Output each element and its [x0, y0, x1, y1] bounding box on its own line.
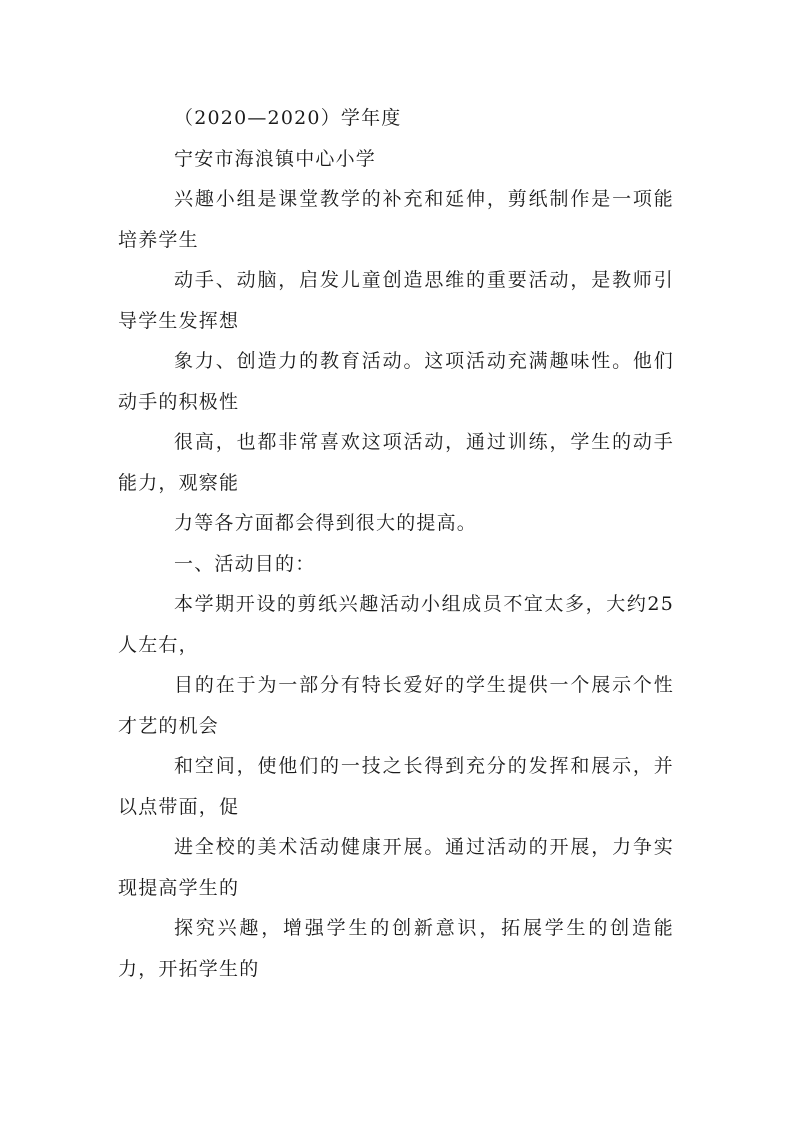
- body-paragraph: 探究兴趣，增强学生的创新意识，拓展学生的创造能力，开拓学生的: [118, 917, 674, 980]
- section-heading: 一、活动目的：: [174, 552, 316, 575]
- body-paragraph: 很高，也都非常喜欢这项活动，通过训练，学生的动手能力，观察能: [118, 431, 674, 494]
- body-paragraph: 和空间，使他们的一技之长得到充分的发挥和展示，并以点带面，促: [118, 755, 674, 818]
- body-paragraph: 动手、动脑，启发儿童创造思维的重要活动，是教师引导学生发挥想: [118, 269, 674, 332]
- body-paragraph: 象力、创造力的教育活动。这项活动充满趣味性。他们动手的积极性: [118, 350, 674, 413]
- school-name-line: 宁安市海浪镇中心小学: [174, 147, 377, 170]
- body-paragraph: 力等各方面都会得到很大的提高。: [174, 512, 478, 534]
- body-paragraph: 本学期开设的剪纸兴趣活动小组成员不宜太多，大约25人左右，: [118, 593, 674, 656]
- document-body: [118, 98, 674, 989]
- body-paragraph: 进全校的美术活动健康开展。通过活动的开展，力争实现提高学生的: [118, 836, 674, 899]
- body-paragraph: 兴趣小组是课堂教学的补充和延伸，剪纸制作是一项能培养学生: [118, 188, 674, 251]
- school-year-line: （2020—2020）学年度: [174, 107, 402, 129]
- body-paragraph: 目的在于为一部分有特长爱好的学生提供一个展示个性才艺的机会: [118, 674, 674, 737]
